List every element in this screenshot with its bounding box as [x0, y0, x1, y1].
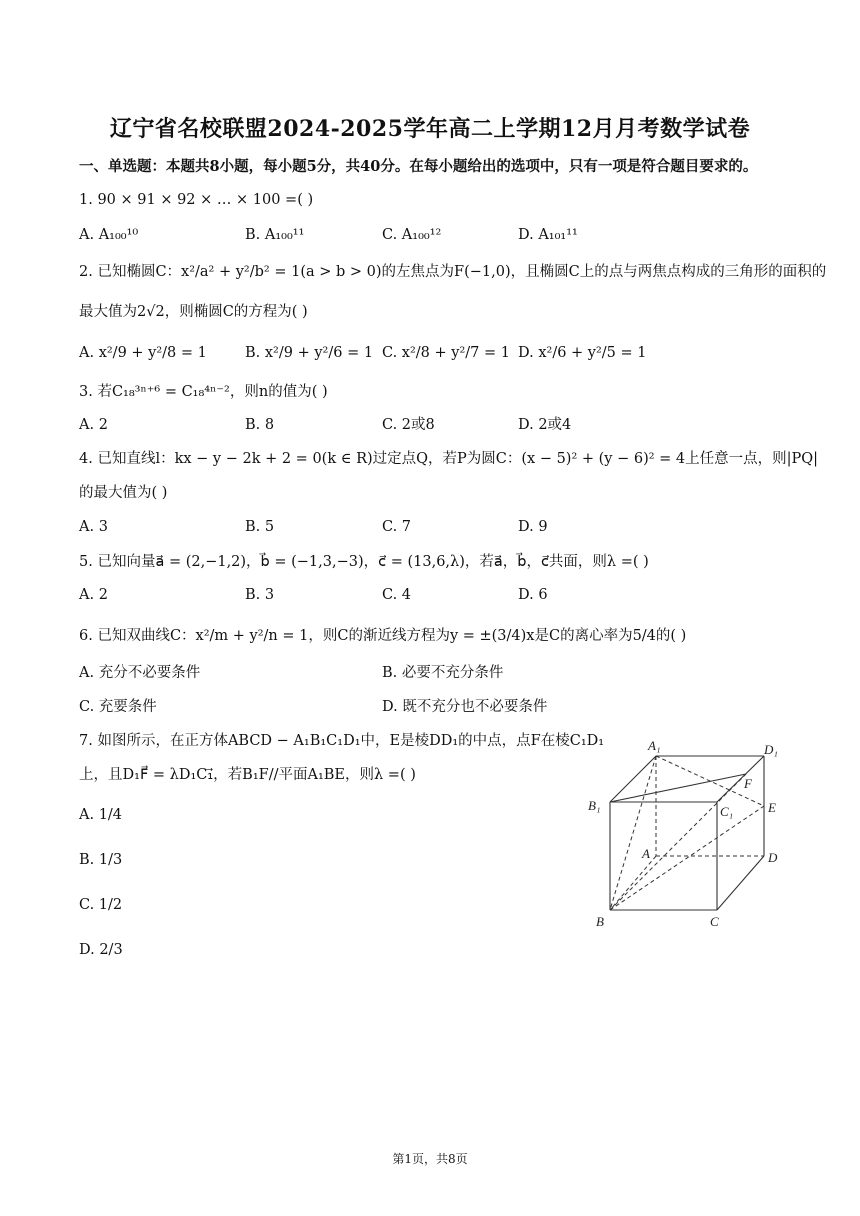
- q4-option-c: C. 7: [382, 519, 412, 535]
- label-c1: C₁: [720, 804, 734, 819]
- page-footer: 第1页，共8页: [392, 1152, 468, 1166]
- q2-option-d: D. x²/6 + y²/5 = 1: [518, 345, 647, 361]
- section-heading: 一、单选题：本题共8小题，每小题5分，共40分。在每小题给出的选项中，只有一项是符合题目要求的。: [79, 158, 758, 175]
- label-d: D: [768, 850, 778, 865]
- question-5-stem: 5. 已知向量a⃗ = (2,−1,2)，b⃗ = (−1,3,−3)，c⃗ = (13,6,λ)，若a⃗，b⃗，c⃗共面，则λ =( ): [79, 554, 649, 570]
- label-c: C: [710, 914, 719, 929]
- q3-option-b: B. 8: [245, 417, 275, 433]
- label-b1: B₁: [588, 798, 601, 813]
- question-7-stem-line2: 上，且D₁F⃗ = λD₁C₁⃗，若B₁F//平面A₁BE，则λ =( ): [79, 767, 416, 783]
- question-2-stem-line2: 最大值为2√2，则椭圆C的方程为( ): [79, 304, 308, 320]
- q7-option-b: B. 1/3: [79, 852, 123, 868]
- cube-vertex-labels: [588, 738, 778, 929]
- cube-figure: [580, 728, 795, 933]
- q3-option-c: C. 2或8: [382, 417, 435, 433]
- label-a1: A₁: [648, 738, 661, 753]
- q1-option-a: A. A₁₀₀¹⁰: [79, 227, 139, 243]
- q1-option-b: B. A₁₀₀¹¹: [245, 227, 305, 243]
- question-2-stem-line1: 2. 已知椭圆C：x²/a² + y²/b² = 1(a > b > 0)的左焦点为F(−1,0)，且椭圆C上的点与两焦点构成的三角形的面积的: [79, 264, 827, 280]
- q4-option-a: A. 3: [79, 519, 108, 535]
- question-4-stem-line2: 的最大值为( ): [79, 485, 168, 501]
- q7-option-d: D. 2/3: [79, 942, 123, 958]
- q2-option-c: C. x²/8 + y²/7 = 1: [382, 345, 510, 361]
- q3-option-d: D. 2或4: [518, 417, 572, 433]
- label-d1: D₁: [764, 742, 778, 757]
- q6-option-c: C. 充要条件: [79, 699, 157, 715]
- q4-option-d: D. 9: [518, 519, 548, 535]
- q2-option-b: B. x²/9 + y²/6 = 1: [245, 345, 374, 361]
- q3-option-a: A. 2: [79, 417, 108, 433]
- q5-option-b: B. 3: [245, 587, 275, 603]
- label-b: B: [596, 914, 604, 929]
- page-title: 辽宁省名校联盟2024-2025学年高二上学期12月月考数学试卷: [109, 116, 751, 142]
- label-f: F: [744, 776, 752, 791]
- question-4-stem-line1: 4. 已知直线l：kx − y − 2k + 2 = 0(k ∈ R)过定点Q，若P为圆C：(x − 5)² + (y − 6)² = 4上任意一点，则|PQ|: [79, 451, 819, 467]
- q7-option-c: C. 1/2: [79, 897, 123, 913]
- label-a: A: [642, 846, 650, 861]
- question-1-stem: 1. 90 × 91 × 92 × … × 100 =( ): [79, 192, 314, 208]
- label-e: E: [768, 800, 776, 815]
- q1-option-d: D. A₁₀₁¹¹: [518, 227, 578, 243]
- q2-option-a: A. x²/9 + y²/8 = 1: [79, 345, 207, 361]
- q5-option-d: D. 6: [518, 587, 548, 603]
- q6-option-a: A. 充分不必要条件: [79, 665, 201, 681]
- question-3-stem: 3. 若C₁₈³ⁿ⁺⁶ = C₁₈⁴ⁿ⁻²，则n的值为( ): [79, 384, 328, 400]
- question-7-stem-line1: 7. 如图所示，在正方体ABCD − A₁B₁C₁D₁中，E是棱DD₁的中点，点F在棱C₁D₁: [79, 733, 605, 749]
- q7-option-a: A. 1/4: [79, 807, 123, 823]
- question-6-stem: 6. 已知双曲线C：x²/m + y²/n = 1，则C的渐近线方程为y = ±(3/4)x是C的离心率为5/4的( ): [79, 628, 687, 644]
- q4-option-b: B. 5: [245, 519, 275, 535]
- q1-option-c: C. A₁₀₀¹²: [382, 227, 442, 243]
- q5-option-c: C. 4: [382, 587, 412, 603]
- q5-option-a: A. 2: [79, 587, 108, 603]
- q6-option-d: D. 既不充分也不必要条件: [382, 699, 548, 715]
- q6-option-b: B. 必要不充分条件: [382, 665, 504, 681]
